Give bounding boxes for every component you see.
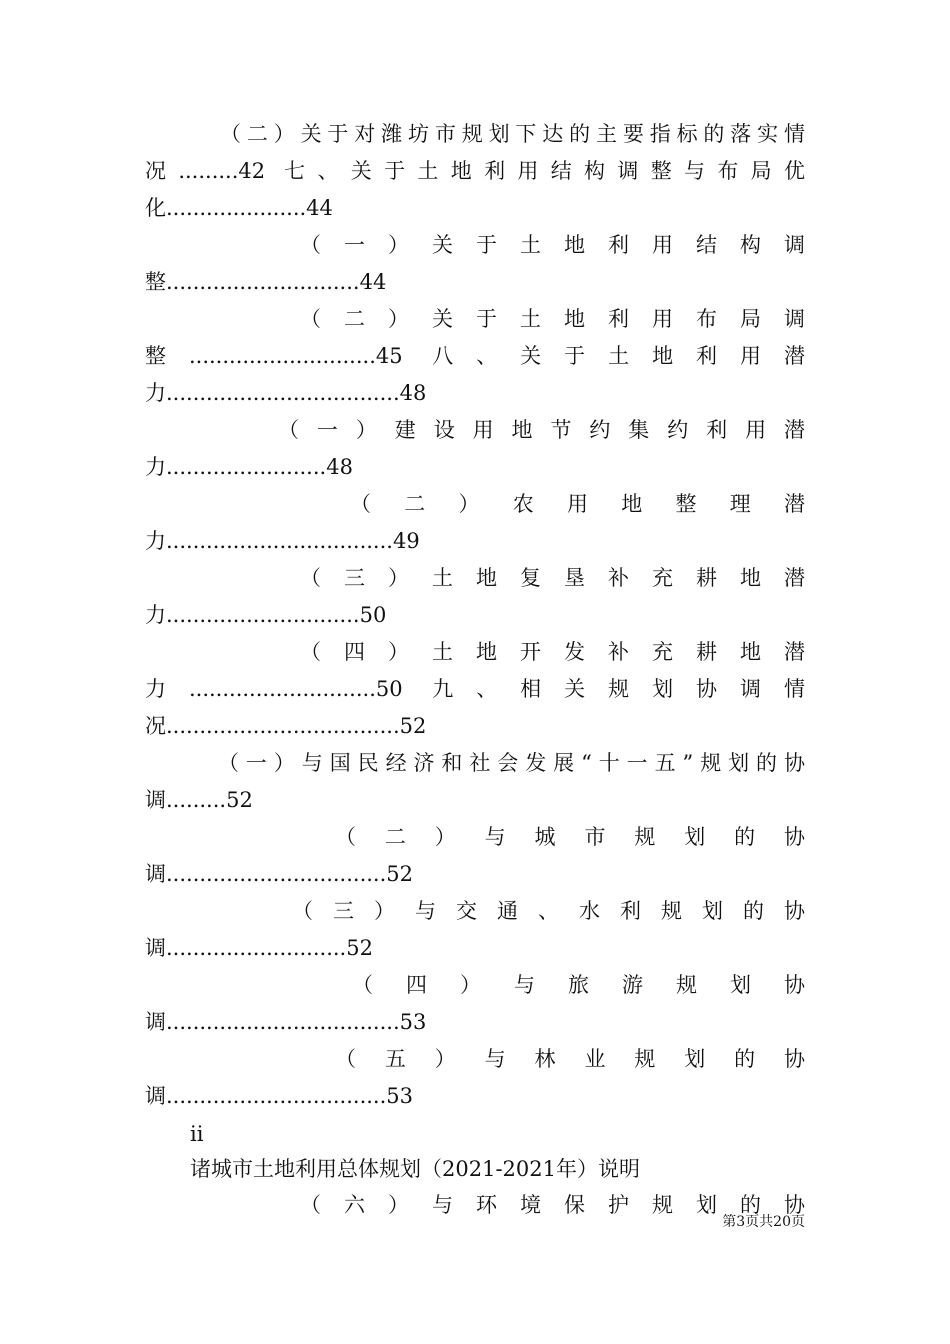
toc-line: （一）关于土地利用结构调 <box>300 233 805 257</box>
toc-line: 化.....................44 <box>145 196 333 220</box>
toc-line: （二）农用地整理潜 <box>350 492 805 516</box>
toc-line: 力..................................49 <box>145 529 420 553</box>
toc-line: 整.............................44 <box>145 270 387 294</box>
toc-line: 调...................................53 <box>145 1010 427 1034</box>
toc-line: 力...................................48 <box>145 381 427 405</box>
doc-title: 诸城市土地利用总体规划（2021-2021年）说明 <box>190 1157 640 1181</box>
toc-line: 调.........52 <box>145 788 253 812</box>
toc-line: （四）与旅游规划协 <box>352 973 805 997</box>
toc-line: （三）土地复垦补充耕地潜 <box>300 566 805 590</box>
toc-line: 况.........42 七、关于土地利用结构调整与布局优 <box>145 159 805 183</box>
toc-line: 力.............................50 <box>145 603 387 627</box>
toc-line: （四）土地开发补充耕地潜 <box>300 640 805 664</box>
toc-line: 况...................................52 <box>145 714 427 738</box>
toc-line: （三）与交通、水利规划的协 <box>292 899 805 923</box>
toc-line: （一）建设用地节约集约利用潜 <box>278 418 805 442</box>
toc-line: 整............................45 八、关于土地利用潜 <box>145 344 805 368</box>
toc-line: （二）与城市规划的协 <box>335 825 805 849</box>
toc-line: 力........................48 <box>145 455 353 479</box>
toc-line: 调.................................53 <box>145 1084 414 1108</box>
toc-line: （六）与环境保护规划的协 <box>300 1193 805 1217</box>
page-marker: ii <box>190 1122 204 1146</box>
toc-line: （五）与林业规划的协 <box>335 1047 805 1071</box>
toc-line: 力............................50 九、相关规划协调情 <box>145 677 805 701</box>
toc-line: （一）与国民经济和社会发展“十一五”规划的协 <box>218 751 805 775</box>
page-footer: 第3页共20页 <box>722 1214 805 1230</box>
toc-line: 调.................................52 <box>145 862 414 886</box>
toc-line: （二）关于土地利用布局调 <box>300 307 805 331</box>
toc-line: 调...........................52 <box>145 936 373 960</box>
toc-line: （二）关于对潍坊市规划下达的主要指标的落实情 <box>220 122 805 146</box>
